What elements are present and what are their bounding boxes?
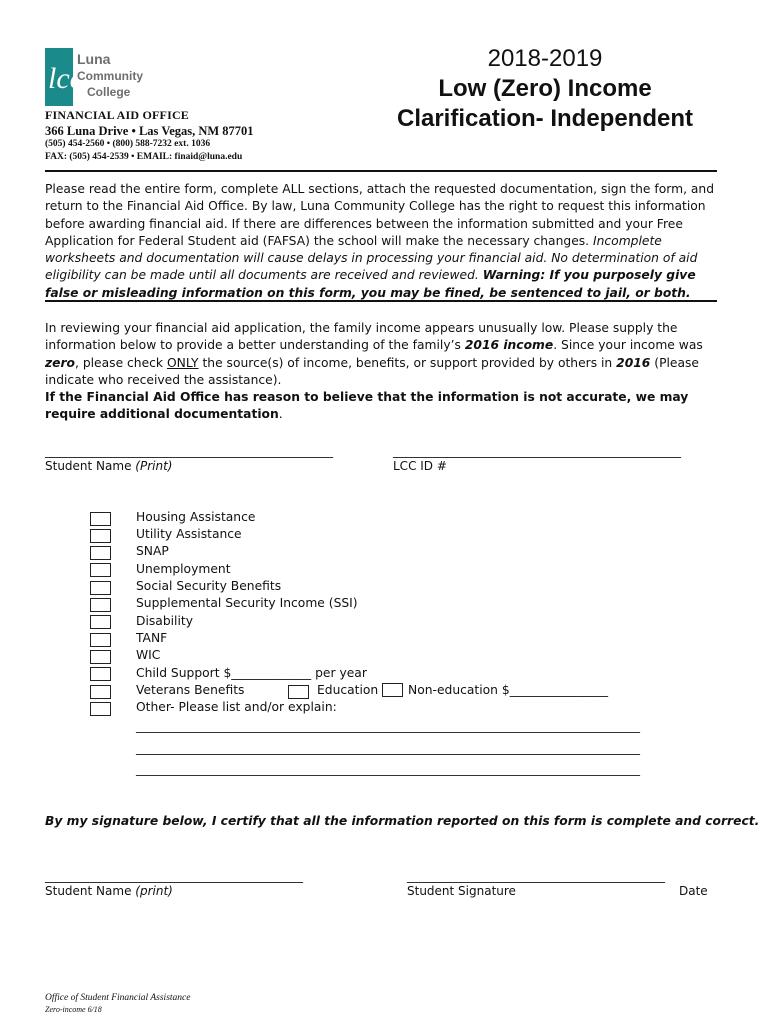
label-veterans-non-education: Non-education $________________ [408,683,609,697]
intro-warning: Warning: If you purposely give false or misleading information on this form, you may be fined, be sentenced to jail, or both. [45,268,696,300]
intro-text: Please read the entire form, complete ALL sections, attach the requested documentation, sign the form, and return to the Financial Aid Office. By law, Luna Community College has the right to request this information before awarding financial aid. If there are differences between the information submitted and your Free Application for Federal Student aid (FAFSA) the school will make the necessary changes. [45,182,715,248]
form-year: 2018-2019 [487,45,603,72]
student-name-label [45,459,172,473]
header-divider [45,170,717,172]
label-wic: WIC [136,648,161,662]
checkbox-social-security[interactable] [90,581,111,595]
logo-line1: Luna [77,51,111,67]
label-snap: SNAP [136,544,169,558]
label-ssi: Supplemental Security Income (SSI) [136,596,358,610]
student-name-hint: (Print) [135,459,173,473]
checkbox-snap[interactable] [90,546,111,560]
explain-line-3[interactable]: ____________________________________________________________________________________ [136,762,640,776]
label-social-security: Social Security Benefits [136,579,282,593]
label-disability: Disability [136,614,193,628]
review-text-4: the source(s) of income, benefits, or support provided by others in [198,355,617,370]
print-name-line[interactable]: ___________________________________________ [45,869,303,883]
print-name-hint: (print) [135,884,173,898]
review-text-2: . Since your income was [553,338,703,353]
explain-line-2[interactable]: ____________________________________________________________________________________ [136,741,640,755]
print-name-label [45,884,173,898]
print-name-label-text: Student Name [45,884,136,898]
label-veterans-education: Education [317,683,379,697]
review-year-income: 2016 income [464,338,554,353]
lcc-id-label: LCC ID # [393,459,447,473]
footer-office: Office of Student Financial Assistance [45,993,191,1003]
label-veterans: Veterans Benefits [136,683,245,697]
review-text-3: , please check [75,355,167,370]
student-name-label-text: Student Name [45,459,136,473]
office-fax-email: FAX: (505) 454-2539 • EMAIL: finaid@luna.edu [45,152,243,162]
label-tanf: TANF [136,631,168,645]
form-title-line1: Low (Zero) Income [438,75,652,102]
intro-italic: Incomplete worksheets and documentation will cause delays in processing your financial aid. No determination of aid eligibility can be made until all documents are received and reviewed. [45,233,698,283]
checkbox-ssi[interactable] [90,598,111,612]
review-only: ONLY [166,355,199,370]
signature-line[interactable]: ___________________________________________ [407,869,665,883]
student-name-line[interactable]: ________________________________________________ [45,444,333,458]
review-text-1: In reviewing your financial aid application, the family income appears unusually low. Please supply the information below to provide a better understanding of the family’s [45,321,678,353]
label-utility: Utility Assistance [136,527,242,541]
college-logo [45,48,143,106]
checkbox-veterans-non-education[interactable] [382,683,403,697]
date-label: Date [679,884,708,898]
certification-statement: By my signature below, I certify that all the information reported on this form is complete and correct. [45,814,760,828]
label-housing: Housing Assistance [136,510,256,524]
checkbox-other[interactable] [90,702,111,716]
review-bold: If the Financial Aid Office has reason to believe that the information is not accurate, we may require additional documentation [45,390,689,422]
review-zero: zero [45,355,76,370]
instructions-paragraph [45,181,720,302]
checkbox-wic[interactable] [90,650,111,664]
signature-label: Student Signature [407,884,516,898]
form-title [380,44,710,134]
checkbox-tanf[interactable] [90,633,111,647]
lcc-id-line[interactable]: ________________________________________________ [393,444,681,458]
checkbox-housing[interactable] [90,512,111,526]
review-year: 2016 [616,355,651,370]
office-name: FINANCIAL AID OFFICE [45,108,190,122]
logo-initials: lcc [48,62,83,95]
review-paragraph [45,320,720,424]
form-title-line2: Clarification- Independent [396,105,693,132]
intro-divider [45,300,717,302]
checkbox-veterans-education[interactable] [288,685,309,699]
checkbox-veterans[interactable] [90,685,111,699]
review-text-5: (Please indicate who received the assistance). [45,355,699,387]
office-address: 366 Luna Drive • Las Vegas, NM 87701 [45,124,254,138]
logo-line3: College [87,85,131,99]
checkbox-unemployment[interactable] [90,563,111,577]
label-child-support: Child Support $_____________ per year [136,666,367,680]
footer-code: Zero-income 6/18 [45,1005,102,1014]
review-period: . [278,407,283,422]
explain-line-1[interactable]: ____________________________________________________________________________________ [136,719,640,733]
label-unemployment: Unemployment [136,562,231,576]
office-phone: (505) 454-2560 • (800) 588-7232 ext. 1036 [45,139,211,149]
checkbox-disability[interactable] [90,615,111,629]
checkbox-utility[interactable] [90,529,111,543]
checkbox-child-support[interactable] [90,667,111,681]
logo-line2: Community [77,69,143,83]
label-other: Other- Please list and/or explain: [136,700,337,714]
